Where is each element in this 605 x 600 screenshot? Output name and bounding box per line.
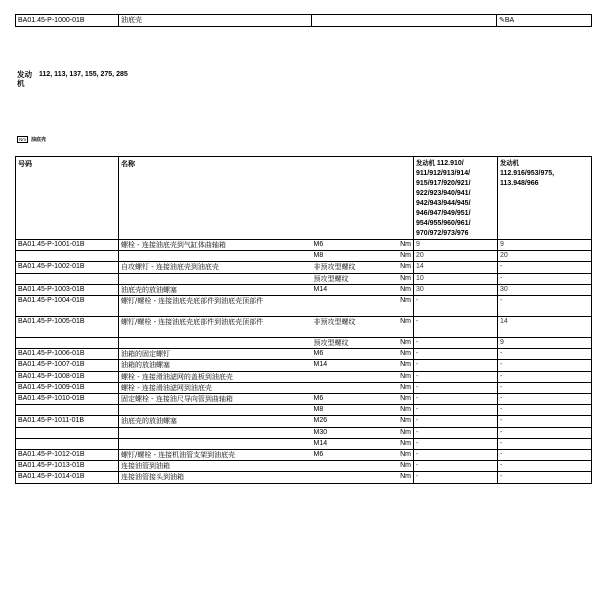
engine-models-line — [17, 70, 128, 88]
row-number: BA01.45-P-1014-01B — [16, 472, 119, 483]
table-row — [16, 382, 592, 393]
row-spec — [312, 472, 396, 483]
row-number: BA01.45-P-1001-01B — [16, 240, 119, 251]
row-unit: Nm — [396, 472, 414, 483]
row-value-engine-a: 9 — [414, 240, 498, 251]
table-row — [16, 371, 592, 382]
row-number — [16, 273, 119, 284]
row-value-engine-a: - — [414, 450, 498, 461]
row-value-engine-b: 30 — [498, 284, 592, 295]
row-name: 油底壳的放油螺塞 — [119, 284, 312, 295]
row-spec: M8 — [312, 251, 396, 262]
row-unit: Nm — [396, 427, 414, 438]
table-row — [16, 405, 592, 416]
row-value-engine-a: 14 — [414, 262, 498, 273]
row-number: BA01.45-P-1004-01B — [16, 296, 119, 317]
row-unit: Nm — [396, 284, 414, 295]
row-spec: 预攻型螺纹 — [312, 273, 396, 284]
row-name: 螺栓 - 连接油底壳到气缸体曲轴箱 — [119, 240, 312, 251]
row-unit: Nm — [396, 317, 414, 338]
row-name — [119, 405, 312, 416]
row-value-engine-b: - — [498, 394, 592, 405]
row-unit: Nm — [396, 251, 414, 262]
row-value-engine-a: 30 — [414, 284, 498, 295]
row-number: BA01.45-P-1012-01B — [16, 450, 119, 461]
table-row — [16, 461, 592, 472]
table-row — [16, 472, 592, 483]
row-spec: M6 — [312, 450, 396, 461]
row-name — [119, 438, 312, 449]
row-unit: Nm — [396, 461, 414, 472]
row-name: 自攻螺钉 - 连接油底壳到油底壳 — [119, 262, 312, 273]
row-value-engine-a: - — [414, 338, 498, 349]
row-number: BA01.45-P-1005-01B — [16, 317, 119, 338]
column-header-engine-a: 发动机 112.910/ 911/912/913/914/ 915/917/920/921/ 922/923/940/941/ 942/943/944/945/ 946/947/949/951/ 954/955/960/961/ 970/972/973/976 — [414, 157, 498, 240]
row-value-engine-a: - — [414, 382, 498, 393]
row-value-engine-b: 9 — [498, 338, 592, 349]
row-spec: 非预攻型螺纹 — [312, 262, 396, 273]
row-number: BA01.45-P-1006-01B — [16, 349, 119, 360]
row-number — [16, 251, 119, 262]
row-value-engine-b: - — [498, 427, 592, 438]
row-number: BA01.45-P-1008-01B — [16, 371, 119, 382]
row-spec — [312, 382, 396, 393]
row-name: 连接油管接头到油箱 — [119, 472, 312, 483]
row-value-engine-b: - — [498, 296, 592, 317]
table-row — [16, 349, 592, 360]
row-value-engine-b: - — [498, 416, 592, 427]
row-unit: Nm — [396, 360, 414, 371]
row-number: BA01.45-P-1007-01B — [16, 360, 119, 371]
row-unit: Nm — [396, 394, 414, 405]
row-value-engine-b: - — [498, 472, 592, 483]
row-number — [16, 338, 119, 349]
row-number: BA01.45-P-1009-01B — [16, 382, 119, 393]
row-value-engine-a: - — [414, 360, 498, 371]
row-value-engine-b: - — [498, 349, 592, 360]
row-name: 油底壳的放油螺塞 — [119, 416, 312, 427]
row-name: 螺钉/螺栓 - 连接油底壳底部件到油底壳顶部件 — [119, 296, 312, 317]
row-unit: Nm — [396, 349, 414, 360]
row-name: 螺栓 - 连接滑油滤网到油底壳 — [119, 382, 312, 393]
torque-table — [15, 156, 592, 484]
row-name: 固定螺栓 - 连接油尺导向管到曲轴箱 — [119, 394, 312, 405]
row-unit: Nm — [396, 240, 414, 251]
document-header — [15, 14, 592, 27]
row-unit: Nm — [396, 338, 414, 349]
row-name: 螺栓 - 连接滑油滤网的盖板到油底壳 — [119, 371, 312, 382]
table-row — [16, 296, 592, 317]
row-spec: M30 — [312, 427, 396, 438]
table-row — [16, 284, 592, 295]
torque-section-title — [17, 136, 46, 143]
row-value-engine-b: 20 — [498, 251, 592, 262]
table-row — [16, 416, 592, 427]
table-row — [16, 438, 592, 449]
row-name: 螺钉/螺栓 - 连接油底壳底部件到油底壳顶部件 — [119, 317, 312, 338]
row-value-engine-b: - — [498, 405, 592, 416]
row-value-engine-a: - — [414, 349, 498, 360]
table-row — [16, 251, 592, 262]
row-value-engine-a: - — [414, 438, 498, 449]
row-unit: Nm — [396, 273, 414, 284]
table-row — [16, 240, 592, 251]
row-number: BA01.45-P-1013-01B — [16, 461, 119, 472]
torque-section-label: 油底壳 — [31, 137, 47, 143]
table-row — [16, 450, 592, 461]
row-value-engine-b: - — [498, 371, 592, 382]
row-name — [119, 251, 312, 262]
row-value-engine-a: - — [414, 472, 498, 483]
ba-cell[interactable] — [497, 15, 592, 27]
pencil-icon: ✎ — [499, 17, 505, 24]
row-number: BA01.45-P-1002-01B — [16, 262, 119, 273]
column-header-name: 名称 — [119, 157, 414, 240]
row-value-engine-b: 14 — [498, 317, 592, 338]
engine-label: 发动 机 — [17, 70, 32, 88]
row-value-engine-b: - — [498, 360, 592, 371]
table-row — [16, 394, 592, 405]
table-header-row — [16, 157, 592, 240]
engine-model-list: 112, 113, 137, 155, 275, 285 — [39, 71, 128, 78]
row-number — [16, 427, 119, 438]
row-spec — [312, 461, 396, 472]
row-number — [16, 405, 119, 416]
row-value-engine-a: - — [414, 371, 498, 382]
row-value-engine-b: - — [498, 382, 592, 393]
row-unit: Nm — [396, 438, 414, 449]
row-name: 螺钉/螺栓 - 连接机油管支架到油底壳 — [119, 450, 312, 461]
row-value-engine-a: 20 — [414, 251, 498, 262]
row-spec: 非预攻型螺纹 — [312, 317, 396, 338]
row-unit: Nm — [396, 405, 414, 416]
table-row — [16, 317, 592, 338]
ba-label: BA — [504, 17, 515, 24]
row-name: 油箱的固定螺钉 — [119, 349, 312, 360]
row-unit: Nm — [396, 416, 414, 427]
row-spec: M14 — [312, 360, 396, 371]
table-row — [16, 273, 592, 284]
row-value-engine-b: - — [498, 450, 592, 461]
row-value-engine-a: - — [414, 416, 498, 427]
row-value-engine-a: - — [414, 296, 498, 317]
row-value-engine-a: - — [414, 461, 498, 472]
row-value-engine-b: - — [498, 273, 592, 284]
row-spec: M14 — [312, 284, 396, 295]
row-value-engine-a: - — [414, 394, 498, 405]
row-unit: Nm — [396, 450, 414, 461]
table-row — [16, 360, 592, 371]
row-unit: Nm — [396, 296, 414, 317]
document-number: BA01.45-P-1000-01B — [16, 15, 119, 27]
table-row — [16, 338, 592, 349]
row-value-engine-a: 10 — [414, 273, 498, 284]
document-title: 油底壳 — [119, 15, 312, 27]
row-value-engine-a: - — [414, 427, 498, 438]
row-value-engine-a: - — [414, 405, 498, 416]
row-spec — [312, 371, 396, 382]
header-empty-cell — [312, 15, 497, 27]
nm-icon: Nm — [19, 137, 26, 143]
row-spec — [312, 296, 396, 317]
row-spec: M8 — [312, 405, 396, 416]
row-number: BA01.45-P-1011-01B — [16, 416, 119, 427]
row-unit: Nm — [396, 382, 414, 393]
row-name — [119, 338, 312, 349]
row-spec: M6 — [312, 394, 396, 405]
row-value-engine-b: - — [498, 438, 592, 449]
row-value-engine-a: - — [414, 317, 498, 338]
row-number: BA01.45-P-1010-01B — [16, 394, 119, 405]
row-name: 连接油管到油箱 — [119, 461, 312, 472]
table-row — [16, 262, 592, 273]
row-spec: M26 — [312, 416, 396, 427]
row-unit: Nm — [396, 371, 414, 382]
row-value-engine-b: - — [498, 262, 592, 273]
column-header-number: 号码 — [16, 157, 119, 240]
table-row — [16, 427, 592, 438]
row-value-engine-b: - — [498, 461, 592, 472]
row-spec: 预攻型螺纹 — [312, 338, 396, 349]
row-name — [119, 427, 312, 438]
column-header-engine-b: 发动机 112.916/953/975, 113.948/966 — [498, 157, 592, 240]
row-name: 油箱的放油螺塞 — [119, 360, 312, 371]
row-spec: M6 — [312, 240, 396, 251]
row-number: BA01.45-P-1003-01B — [16, 284, 119, 295]
row-name — [119, 273, 312, 284]
row-spec: M6 — [312, 349, 396, 360]
row-number — [16, 438, 119, 449]
row-spec: M14 — [312, 438, 396, 449]
row-value-engine-b: 9 — [498, 240, 592, 251]
row-unit: Nm — [396, 262, 414, 273]
